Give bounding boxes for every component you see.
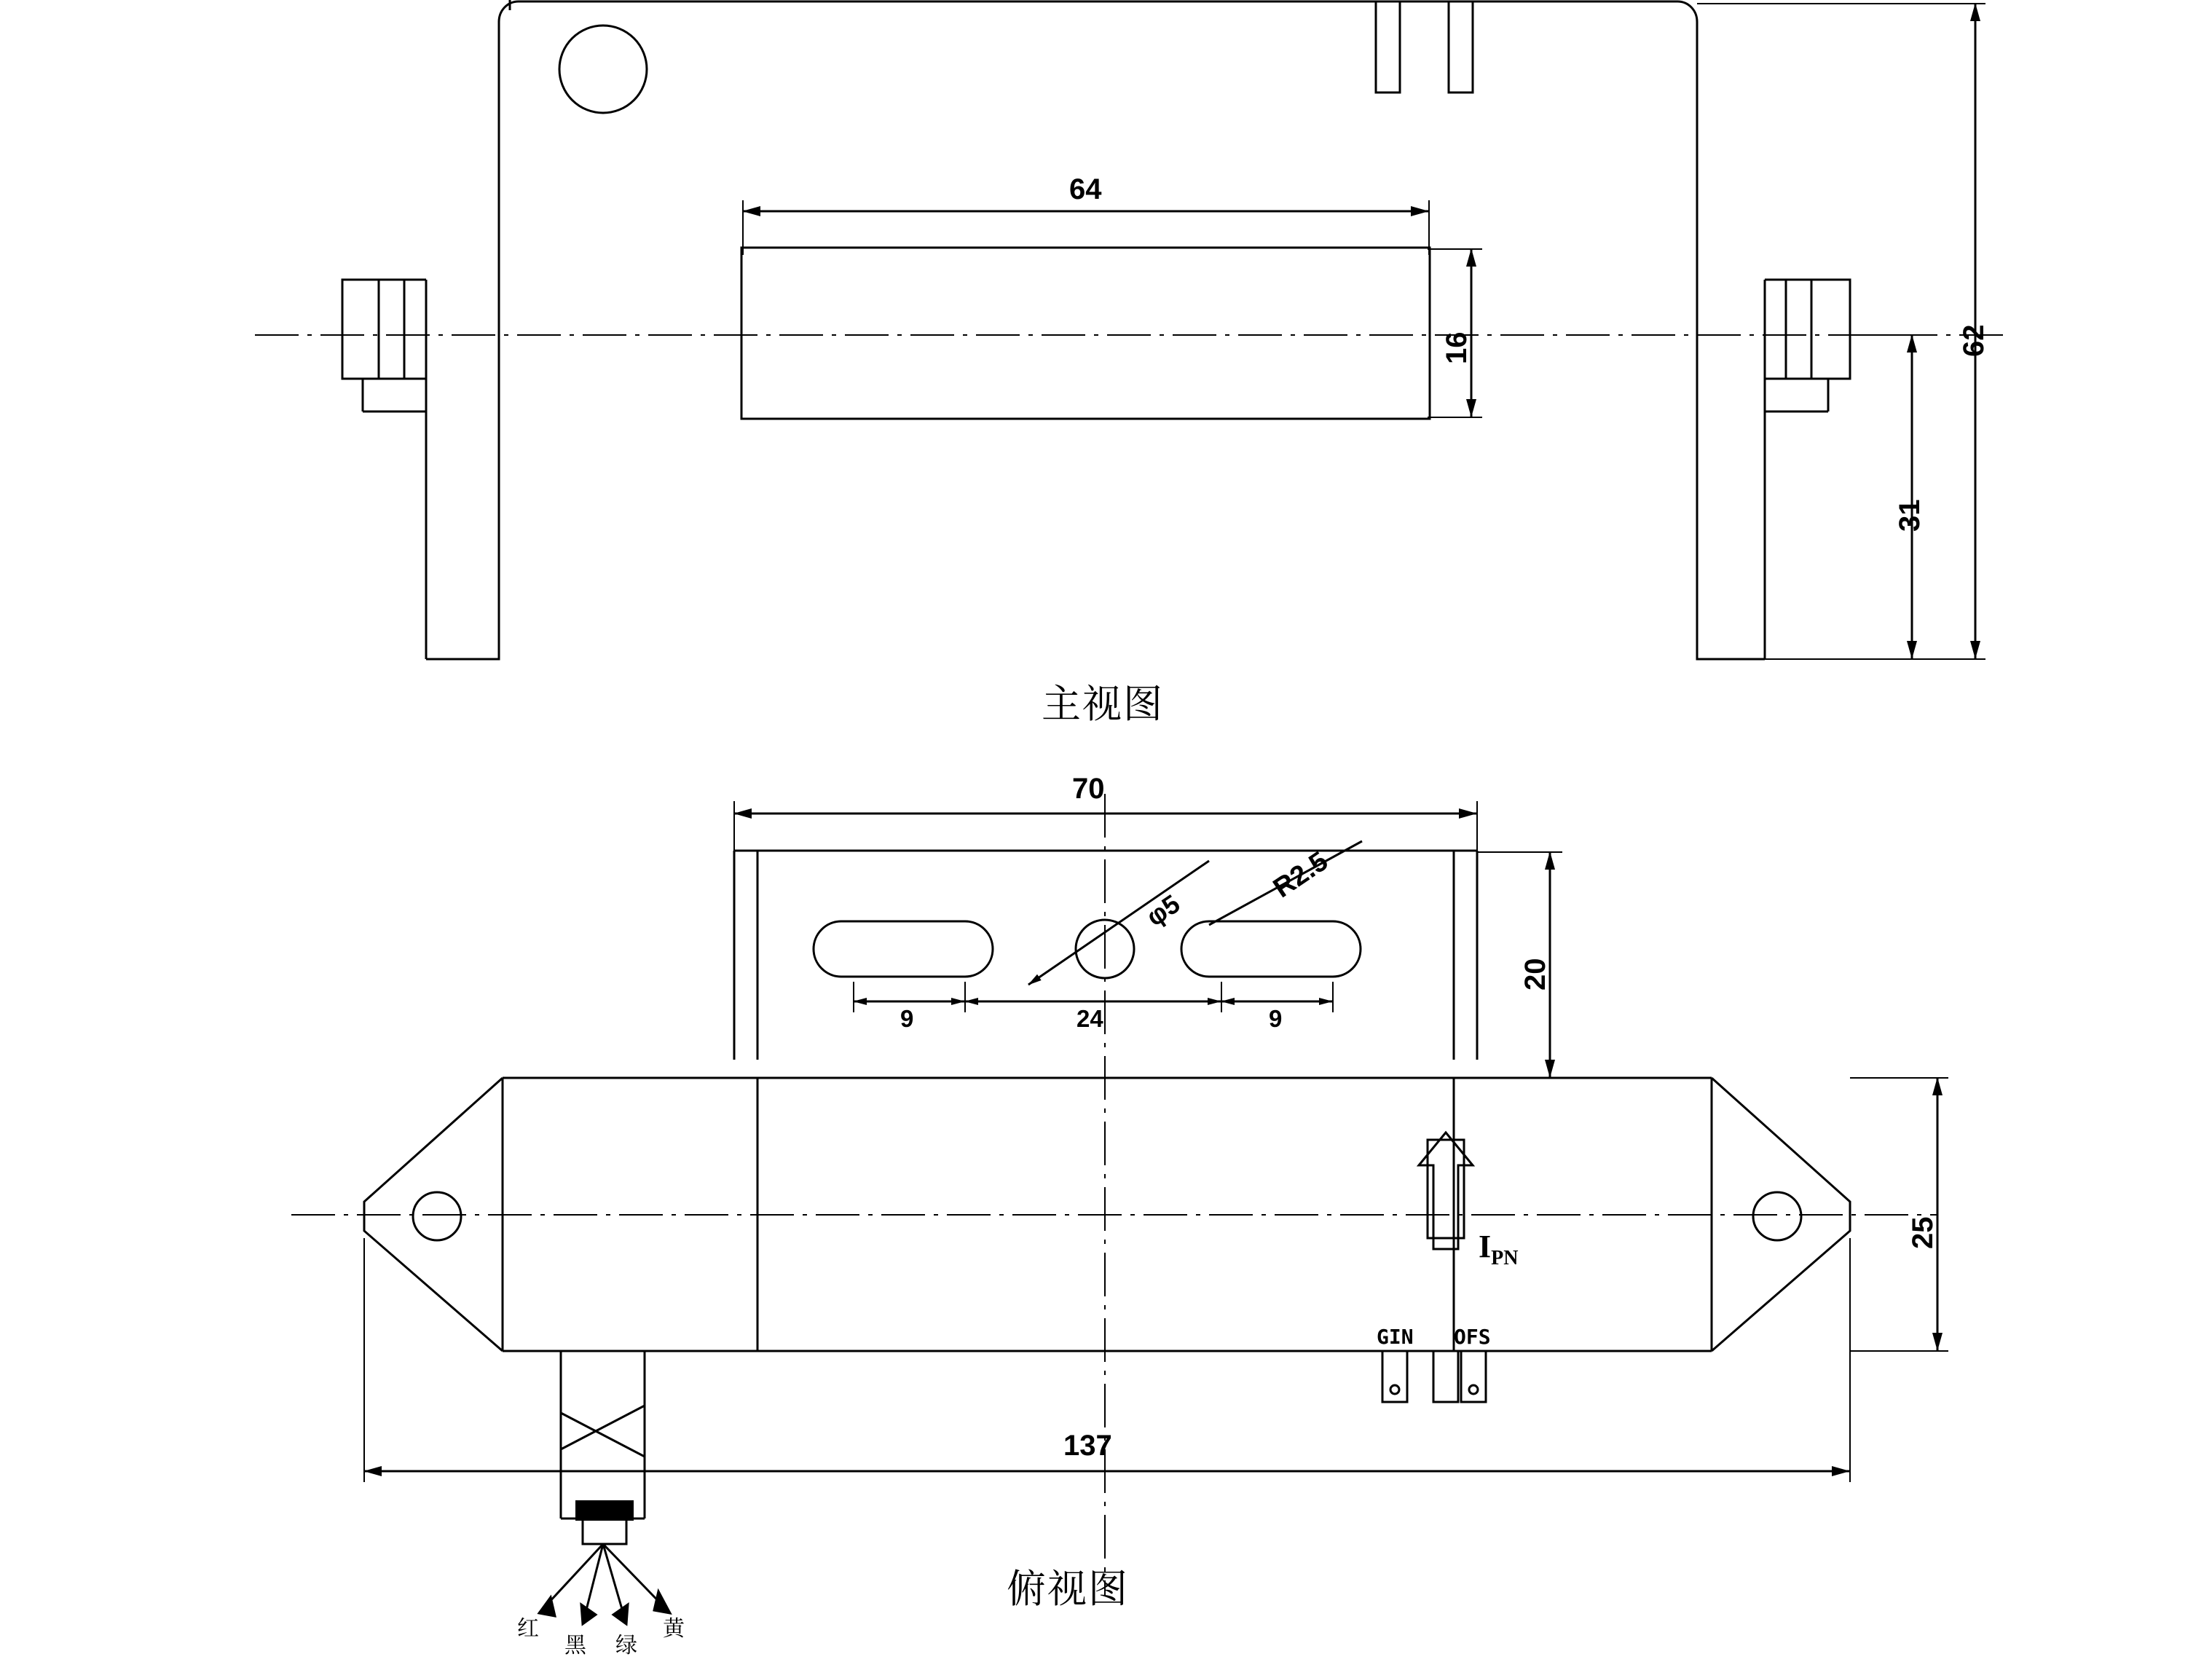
label-gin: GIN <box>1377 1325 1414 1349</box>
dim-25: 25 <box>1907 1216 1939 1249</box>
dim-62: 62 <box>1958 324 1990 357</box>
dim-70: 70 <box>1072 773 1105 805</box>
wire-label-red: 红 <box>517 1616 539 1642</box>
dim-9-left: 9 <box>900 1005 914 1032</box>
wire-label-yellow: 黄 <box>663 1616 685 1642</box>
dim-20: 20 <box>1519 958 1551 990</box>
callout-hole-diameter: φ5 <box>1141 888 1186 932</box>
front-view-title: 主视图 <box>1042 681 1164 727</box>
top-view-title: 俯视图 <box>1007 1566 1129 1612</box>
top-view-geometry <box>364 851 1850 1624</box>
dim-137: 137 <box>1063 1430 1112 1462</box>
top-view-centerlines <box>291 794 1937 1595</box>
callout-slot-radius: R2.5 <box>1267 846 1334 905</box>
ipn-main: I <box>1479 1229 1492 1264</box>
label-ofs: OFS <box>1454 1325 1491 1349</box>
dim-31: 31 <box>1894 499 1926 532</box>
wire-label-black: 黑 <box>564 1633 586 1658</box>
label-ipn <box>1479 1231 1518 1269</box>
dim-16: 16 <box>1441 331 1473 364</box>
ipn-sub: PN <box>1491 1246 1519 1269</box>
wire-label-green: 绿 <box>615 1633 637 1658</box>
front-view-geometry <box>342 0 1985 659</box>
dim-24: 24 <box>1077 1005 1103 1032</box>
dim-64: 64 <box>1069 173 1102 205</box>
dim-9-right: 9 <box>1269 1005 1283 1032</box>
